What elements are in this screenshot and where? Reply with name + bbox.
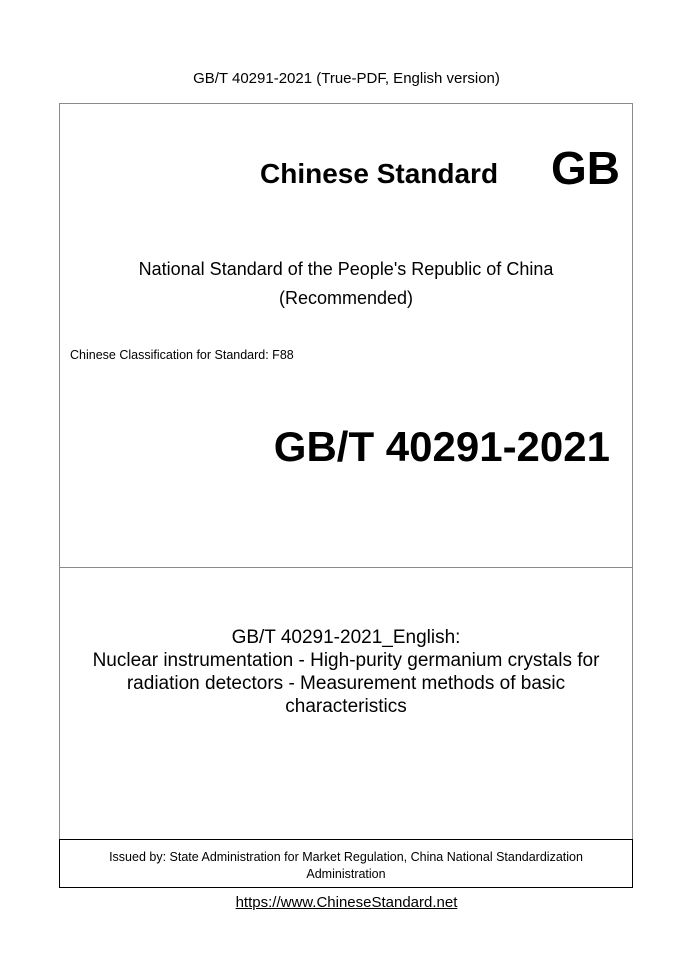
title-section xyxy=(59,568,633,839)
page-header: GB/T 40291-2021 (True-PDF, English version) xyxy=(193,70,500,87)
issuer-line-1: Issued by: State Administration for Market Regulation, China National Standardization xyxy=(109,850,583,864)
standard-number: GB/T 40291-2021 xyxy=(273,423,610,470)
issuer-line-2: Administration xyxy=(306,867,386,881)
document-title xyxy=(68,626,624,718)
title-line-3: radiation detectors - Measurement methods of basic xyxy=(126,673,566,694)
title-line-2: Nuclear instrumentation - High-purity germanium crystals for xyxy=(92,650,600,671)
website-link[interactable]: https://www.ChineseStandard.net xyxy=(235,894,458,911)
gb-mark: GB xyxy=(551,142,620,194)
recommended-line: (Recommended) xyxy=(278,288,414,308)
title-line-1: GB/T 40291-2021_English: xyxy=(231,627,461,648)
title-line-4: characteristics xyxy=(285,696,407,717)
cover-section xyxy=(59,103,633,568)
issuer-section xyxy=(59,839,633,888)
standard-label: Chinese Standard xyxy=(260,158,499,189)
classification-text: Chinese Classification for Standard: F88 xyxy=(70,348,294,362)
national-standard-line: National Standard of the People's Republic of China xyxy=(138,259,554,279)
